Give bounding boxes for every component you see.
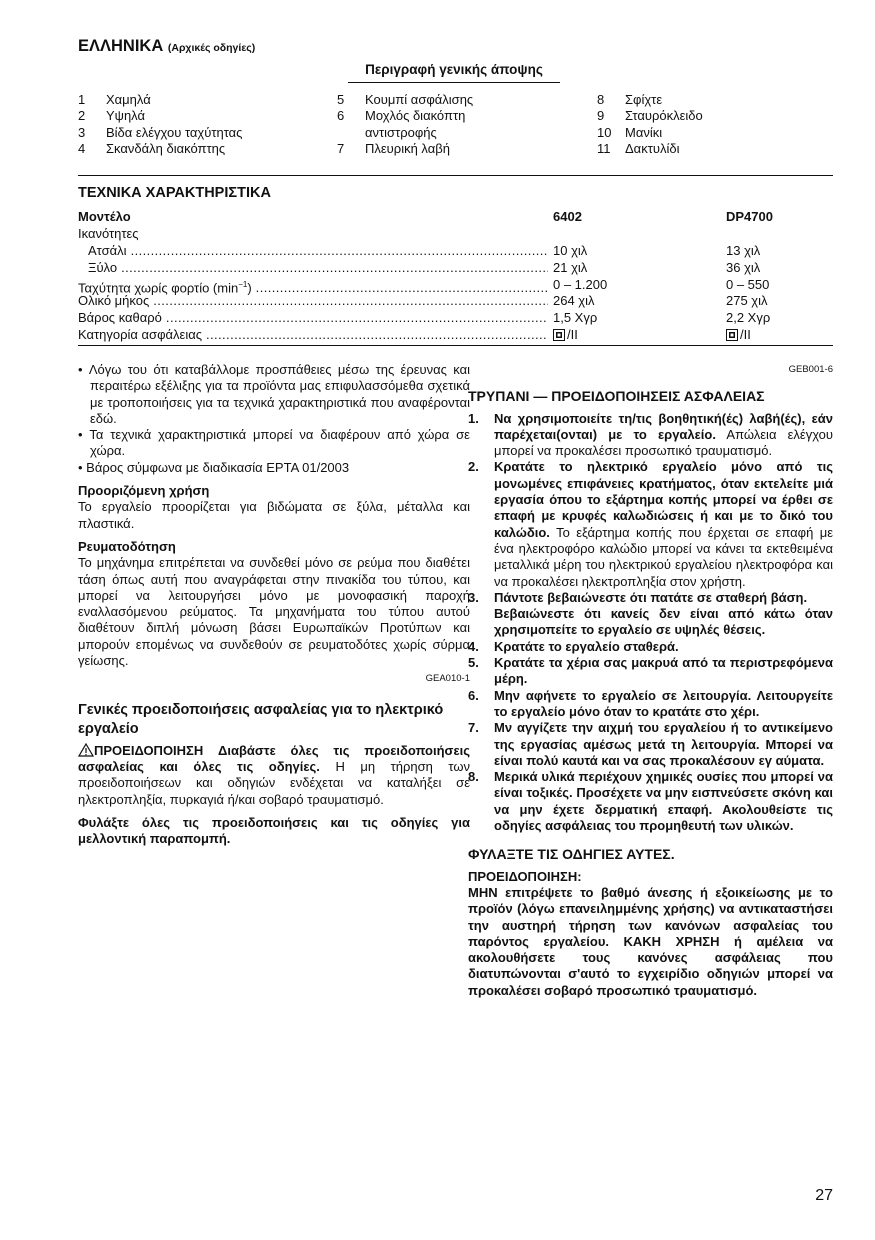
parts-list-col-1 (78, 92, 242, 158)
part-number: 6 (337, 108, 345, 124)
safety-item (468, 459, 833, 589)
safety-item (468, 639, 833, 655)
item-text (494, 655, 833, 688)
spec-label: Ολικό μήκος ..... (78, 293, 548, 310)
specs-row (78, 310, 833, 327)
bullet-item: • Τα τεχνικά χαρακτηριστικά μπορεί να διαφέρουν από χώρα σε χώρα. (78, 427, 470, 459)
part-item (337, 141, 473, 157)
item-bold: Κρατάτε το ηλεκτρικό εργαλείο μόνο από τις μονωμένες επιφάνειες κρατήματος, όταν εκτελείτε μιά εργασία όπου το εξάρτημα κοπής μπορεί να έρθει σε επαφή με κρυφές καλωδιώσεις ή και με το δικό του καλώδιο. (494, 459, 833, 540)
part-name: Σταυρόκλειδο (625, 108, 703, 124)
specs-row (78, 327, 833, 344)
item-bold-2: Βεβαιώνεστε ότι κανείς δεν είναι από κάτω όταν χρησιμοπείτε το εργαλείο σε υψηλές θέσεις. (494, 606, 833, 638)
spec-value-1: 1,5 Χγρ (553, 310, 598, 326)
specs-row (78, 293, 833, 310)
double-insulation-icon (726, 329, 738, 341)
part-item (597, 141, 703, 157)
item-text (494, 459, 833, 589)
item-text (494, 688, 833, 721)
item-text (494, 639, 833, 655)
section-code: GEB001-6 (788, 364, 833, 375)
part-name: Κουμπί ασφάλισης (365, 92, 474, 107)
double-insulation-icon (553, 329, 565, 341)
keep-instructions-heading: ΦΥΛΑΞΤΕ ΤΙΣ ΟΔΗΓΙΕΣ ΑΥΤΕΣ. (468, 846, 675, 863)
safety-item (468, 720, 833, 769)
class-value: /II (567, 327, 578, 343)
intended-use-text: Το εργαλείο προορίζεται για βιδώματα σε ξύλα, μέταλλα και πλαστικά. (78, 499, 470, 531)
safety-item (468, 590, 833, 639)
item-number: 4. (468, 638, 479, 654)
bullet-text: Λόγω του ότι καταβάλλομε προσπάθειες μέσω της έρευνας και περαιτέρω εξέλιξης για τα προϊόντα μας επιφυλασσόμεθα σχετικά με τροποποιήσεις για τα τεχνικά χαρακτηριστικά που αναφέρονται εδώ. (88, 362, 470, 426)
part-name: Πλευρική λαβή (365, 141, 450, 157)
spec-label: Ξύλο ..... (78, 260, 548, 277)
part-number: 10 (597, 124, 612, 140)
capacities-label: Ικανότητες (78, 225, 139, 241)
warning-text: Η μη τήρηση των προειδοποιήσεων και οδηγιών ενδέχεται να καταλήξει σε ηλεκτροπληξία, πυρκαγιά ή/και σοβαρό τραυματισμό. (78, 758, 470, 807)
language-title: ΕΛΛΗΝΙΚΑ (78, 37, 164, 55)
part-item (597, 108, 703, 124)
page-number: 27 (815, 1187, 833, 1204)
spec-label: Κατηγορία ασφάλειας ..... (78, 327, 548, 344)
spec-label: Ατσάλι ..... (78, 243, 548, 260)
left-column (78, 362, 470, 847)
general-warnings-heading: Γενικές προειδοποιήσεις ασφαλείας για το ηλεκτρικό εργαλείο (78, 701, 444, 737)
part-item (78, 92, 242, 108)
item-bold: Κρατάτε τα χέρια σας μακρυά από τα περιστρεφόμενα μέρη. (494, 655, 833, 687)
part-item (337, 92, 473, 108)
specs-row (78, 243, 833, 260)
spec-value-1: 0 – 1.200 (553, 276, 608, 292)
part-item (78, 108, 242, 124)
part-name: Σφίχτε (625, 92, 663, 107)
spec-value-2: 2,2 Χγρ (726, 310, 771, 326)
spec-value-2: 36 χιλ (726, 259, 761, 275)
item-number: 7. (468, 720, 479, 736)
model-2: DP4700 (726, 209, 773, 224)
part-item (78, 141, 242, 157)
warning-label: ΠΡΟΕΙΔΟΠΟΙΗΣΗ (94, 742, 204, 758)
safety-item (468, 411, 833, 460)
spec-value-2: 0 – 550 (726, 276, 770, 292)
warning-heading: ΠΡΟΕΙΔΟΠΟΙΗΣΗ: (468, 868, 582, 884)
drill-safety-heading: ΤΡΥΠΑΝΙ — ΠΡΟΕΙΔΟΠΟΙΗΣΕΙΣ ΑΣΦΑΛΕΙΑΣ (468, 388, 765, 405)
item-number: 8. (468, 769, 479, 785)
language-subtitle: (Αρχικές οδηγίες) (167, 42, 256, 54)
part-number: 11 (597, 141, 611, 157)
class-value: /II (740, 327, 751, 343)
safety-item (468, 688, 833, 721)
warning-bold-text: Διαβάστε όλες τις προειδοποιήσεις ασφαλείας και όλες τις οδηγίες. (78, 742, 470, 774)
spec-label: Βάρος καθαρό ..... (78, 310, 548, 327)
item-bold: Να χρησιμοποιείτε τη/τις βοηθητική(ές) λαβή(ές), εάν παρέχεται(ονται) με το εργαλείο. (494, 410, 833, 442)
bullet-item: • Βάρος σύμφωνα με διαδικασία EPTA 01/2003 (78, 459, 350, 475)
spec-value-2: 275 χιλ (726, 293, 768, 309)
item-number: 5. (468, 655, 479, 671)
spec-value-1: 264 χιλ (553, 293, 595, 309)
part-number: 2 (78, 108, 86, 124)
part-name: Υψηλά (106, 108, 145, 124)
item-number: 1. (468, 410, 479, 426)
part-item (337, 125, 473, 141)
part-number: 9 (597, 108, 605, 124)
part-number: 3 (78, 124, 86, 140)
part-number (337, 125, 365, 141)
part-item (78, 125, 242, 141)
part-name: Σκανδάλη διακόπτης (106, 141, 226, 157)
specs-title: ΤΕΧΝΙΚΑ ΧΑΡΑΚΤΗΡΙΣΤΙΚΑ (78, 185, 271, 201)
item-number: 3. (468, 589, 479, 605)
intended-use-heading: Προοριζόμενη χρήση (78, 483, 210, 499)
spec-label-end: ) (247, 279, 252, 295)
divider (78, 175, 833, 176)
specs-header-row (78, 209, 833, 226)
safety-item (468, 769, 833, 834)
spec-value-2: 13 χιλ (726, 242, 761, 258)
part-name: Βίδα ελέγχου ταχύτητας (106, 124, 243, 140)
general-warning-paragraph (78, 743, 470, 808)
part-name: Δακτυλίδι (625, 141, 680, 157)
spec-value-1: 10 χιλ (553, 242, 588, 258)
part-number: 8 (597, 92, 605, 107)
warning-triangle-icon (78, 743, 94, 757)
item-normal: Το εξάρτημα κοπής που έρχεται σε επαφή με ένα ηλεκτροφόρο καλώδιο μπορεί να κάνει τα εκτεθειμένα μεταλλικά μέρη του ηλεκτρικού εργαλείου ηλεκτροφόρα και να προκαλέσει ηλεκτροπληξία στον χρήστη. (494, 524, 833, 589)
item-number: 6. (468, 687, 479, 703)
overview-title: Περιγραφή γενικής άποψης (348, 62, 560, 83)
model-label: Μοντέλο (78, 209, 131, 224)
power-supply-heading: Ρευματοδότηση (78, 538, 176, 554)
item-bold: Μν αγγίζετε την αιχμή του εργαλείου ή το αντικείμενο της εργασίας αμέσως μετά τη λειτουργία. Μπορεί να είναι πολύ καυτά και να σας προκαλέσουν εγ αύματα. (494, 720, 833, 768)
item-bold: Κρατάτε το εργαλείο σταθερά. (494, 638, 679, 654)
part-name: αντιστροφής (365, 124, 437, 140)
item-bold: Πάντοτε βεβαιώνεστε ότι πατάτε σε σταθερή βάση. (494, 589, 808, 605)
spec-label-sup: −1 (238, 279, 248, 289)
item-normal: Απώλεια ελέγχου μπορεί να προκαλέσει προσωπικό τραυματισμό. (494, 426, 834, 459)
spec-value-2 (726, 327, 751, 344)
spec-value-1 (553, 327, 578, 344)
divider (78, 345, 833, 346)
bullet-item: • Λόγω του ότι καταβάλλομε προσπάθειες μέσω της έρευνας και περαιτέρω εξέλιξης για τα προϊόντα μας επιφυλασσόμεθα σχετικά με τροποποιήσεις για τα τεχνικά χαρακτηριστικά που αναφέρονται εδώ. (78, 362, 470, 426)
item-bold: Μην αφήνετε το εργαλείο σε λειτουργία. Λειτουργείτε το εργαλείο μόνο όταν το κρατάτε στο χέρι. (494, 687, 833, 719)
part-number: 7 (337, 141, 345, 157)
part-number: 4 (78, 141, 86, 157)
specs-table (78, 209, 833, 344)
language-heading (78, 37, 255, 56)
part-number: 1 (78, 92, 86, 107)
section-code: GEA010-1 (425, 673, 470, 685)
item-text (494, 720, 833, 769)
specs-row (78, 226, 833, 243)
bullet-text: Βάρος σύμφωνα με διαδικασία EPTA 01/2003 (86, 459, 350, 475)
part-item (597, 92, 703, 108)
warning-text: ΜΗΝ επιτρέψετε το βαθμό άνεσης ή εξοικείωσης με το προϊόν (λόγω επανειλημμένης χρήσης) να αντικαταστήσει την αυστηρή τήρηση των κανόνων ασφαλείας του παρόντος εργαλείου. ΚΑΚΗ ΧΡΗΣΗ ή αμέλεια να ακολουθήσετε τους κανόνες ασφάλειας που διατυπώνονται σ'αυτό το εγχειρίδιο οδηγιών μπορεί να προκαλέσει σοβαρό προσωπικό τραυματισμό. (468, 884, 833, 998)
parts-list-col-3 (597, 92, 703, 158)
item-text (494, 411, 833, 460)
part-item (337, 108, 473, 124)
power-supply-text: Το μηχάνημα επιτρέπεται να συνδεθεί μόνο σε ρεύμα που διαθέτει τάση όπως αυτή που αναγράφεται στην πινακίδα του τύπου, και μπορεί να λειτουργήσει μόνο με μονοφασική παροχή εναλλασόμενου ρεύματος. Τα μηχανήματα του τύπου αυτού διαθέτουν διπλή μόνωση βάσει Ευρωπαϊκών Προτύπων και μπορούν επομένως να συνδεθούν σε ρευματοδότες χωρίς σύρμα γείωσης. (78, 555, 470, 669)
part-name: Χαμηλά (106, 92, 151, 107)
item-number: 2. (468, 459, 479, 475)
specs-row (78, 260, 833, 277)
part-name: Μοχλός διακόπτη (365, 108, 466, 124)
spec-label-text: Ταχύτητα χωρίς φορτίο (min (78, 279, 239, 295)
keep-instructions-text: Φυλάξτε όλες τις προειδοποιήσεις και τις οδηγίες για μελλοντική παραπομπή. (78, 814, 470, 847)
item-bold: Μερικά υλικά περιέχουν χημικές ουσίες που μπορεί να είναι τοξικές. Προσέχετε να μην εισπνεύσετε σκόνη και να μην έχετε δερματική επαφή. Ακολουθείστε τις οδηγίες ασφάλειας του προμηθευτή των υλικών. (494, 769, 833, 834)
part-item (597, 125, 703, 141)
parts-list-col-2 (337, 92, 473, 158)
bullet-text: Τα τεχνικά χαρακτηριστικά μπορεί να διαφέρουν από χώρα σε χώρα. (89, 427, 470, 459)
right-column (468, 360, 833, 999)
item-text (494, 590, 833, 639)
specs-row (78, 277, 833, 294)
safety-item (468, 655, 833, 688)
item-text (494, 769, 833, 834)
part-name: Μανίκι (625, 124, 663, 140)
spec-value-1: 21 χιλ (553, 259, 588, 275)
part-number: 5 (337, 92, 345, 107)
model-1: 6402 (553, 209, 582, 224)
